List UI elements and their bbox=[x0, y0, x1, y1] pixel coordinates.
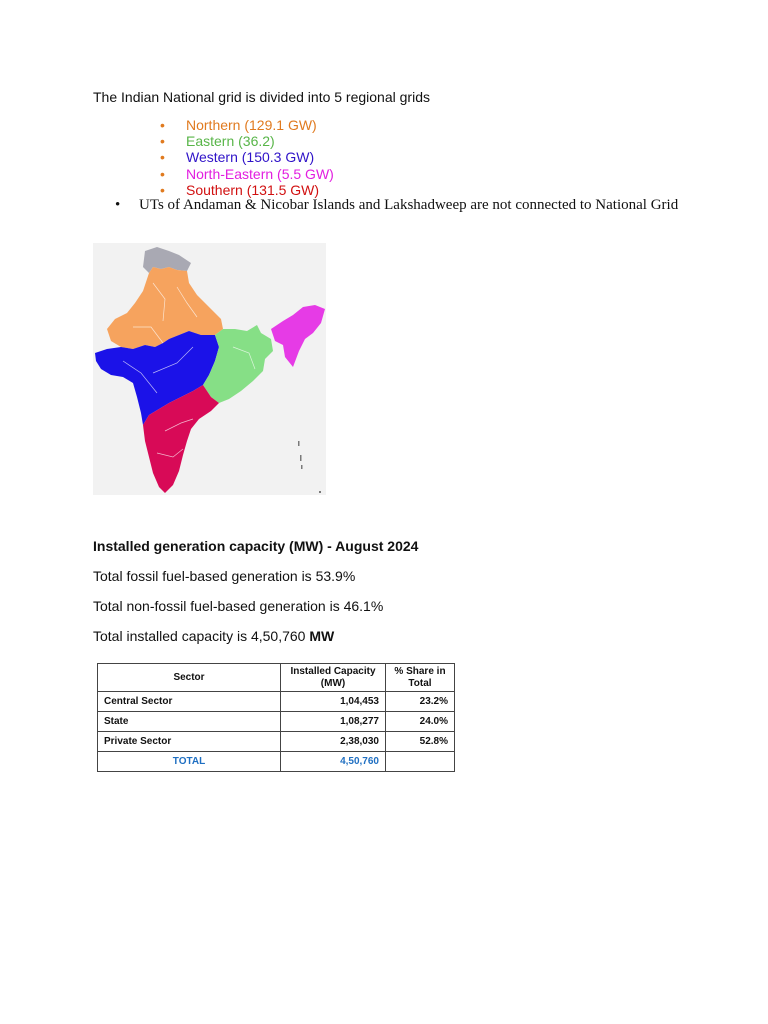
list-item bbox=[160, 182, 334, 198]
table-header-row bbox=[98, 664, 455, 692]
ut-note bbox=[115, 198, 680, 212]
bullet-icon: • bbox=[115, 197, 121, 213]
bullet-icon: • bbox=[160, 181, 165, 198]
grid-label: North-Eastern (5.5 GW) bbox=[186, 165, 334, 182]
total-label-cell: TOTAL bbox=[98, 752, 281, 772]
grid-label: Western (150.3 GW) bbox=[186, 149, 315, 166]
fossil-text: Total fossil fuel-based generation is 53.9% bbox=[93, 568, 356, 584]
total-share-cell bbox=[386, 752, 455, 772]
total-capacity-cell: 4,50,760 bbox=[281, 752, 386, 772]
share-cell: 23.2% bbox=[386, 692, 455, 712]
map-svg bbox=[93, 243, 326, 495]
sector-cell: State bbox=[98, 712, 281, 732]
table-row bbox=[98, 732, 455, 752]
total-capacity-value: Total installed capacity is 4,50,760 bbox=[93, 628, 310, 644]
islands-marks bbox=[298, 441, 321, 493]
grid-label: Northern (129.1 GW) bbox=[186, 117, 317, 133]
capacity-table bbox=[97, 663, 455, 772]
map-region-north-eastern bbox=[271, 305, 325, 367]
table-row bbox=[98, 692, 455, 712]
sector-cell: Central Sector bbox=[98, 692, 281, 712]
section-heading: Installed generation capacity (MW) - August 2024 bbox=[93, 538, 419, 554]
list-item bbox=[160, 166, 334, 182]
column-header-share: % Share in Total bbox=[386, 664, 455, 692]
list-item bbox=[160, 133, 334, 149]
india-regional-grid-map bbox=[93, 243, 326, 495]
list-item bbox=[160, 117, 334, 133]
total-capacity-text bbox=[93, 628, 334, 644]
regional-grid-list bbox=[160, 117, 334, 198]
capacity-cell: 2,38,030 bbox=[281, 732, 386, 752]
unit-label: MW bbox=[309, 628, 335, 644]
table-row bbox=[98, 712, 455, 732]
column-header-capacity: Installed Capacity (MW) bbox=[281, 664, 386, 692]
capacity-cell: 1,08,277 bbox=[281, 712, 386, 732]
share-cell: 52.8% bbox=[386, 732, 455, 752]
grid-label: Southern (131.5 GW) bbox=[186, 181, 320, 198]
bullet-icon: • bbox=[160, 165, 165, 182]
share-cell: 24.0% bbox=[386, 712, 455, 732]
list-item bbox=[160, 149, 334, 165]
table-total-row bbox=[98, 752, 455, 772]
grid-label: Eastern (36.2) bbox=[186, 133, 275, 150]
bullet-icon: • bbox=[160, 149, 165, 166]
column-header-sector: Sector bbox=[98, 664, 281, 692]
nonfossil-text: Total non-fossil fuel-based generation is 46.1% bbox=[93, 598, 384, 614]
intro-text: The Indian National grid is divided into 5 regional grids bbox=[93, 89, 430, 105]
ut-note-text: UTs of Andaman & Nicobar Islands and Lakshadweep are not connected to National Grid bbox=[139, 197, 679, 213]
bullet-icon: • bbox=[160, 133, 165, 150]
bullet-icon: • bbox=[160, 117, 165, 133]
sector-cell: Private Sector bbox=[98, 732, 281, 752]
capacity-cell: 1,04,453 bbox=[281, 692, 386, 712]
